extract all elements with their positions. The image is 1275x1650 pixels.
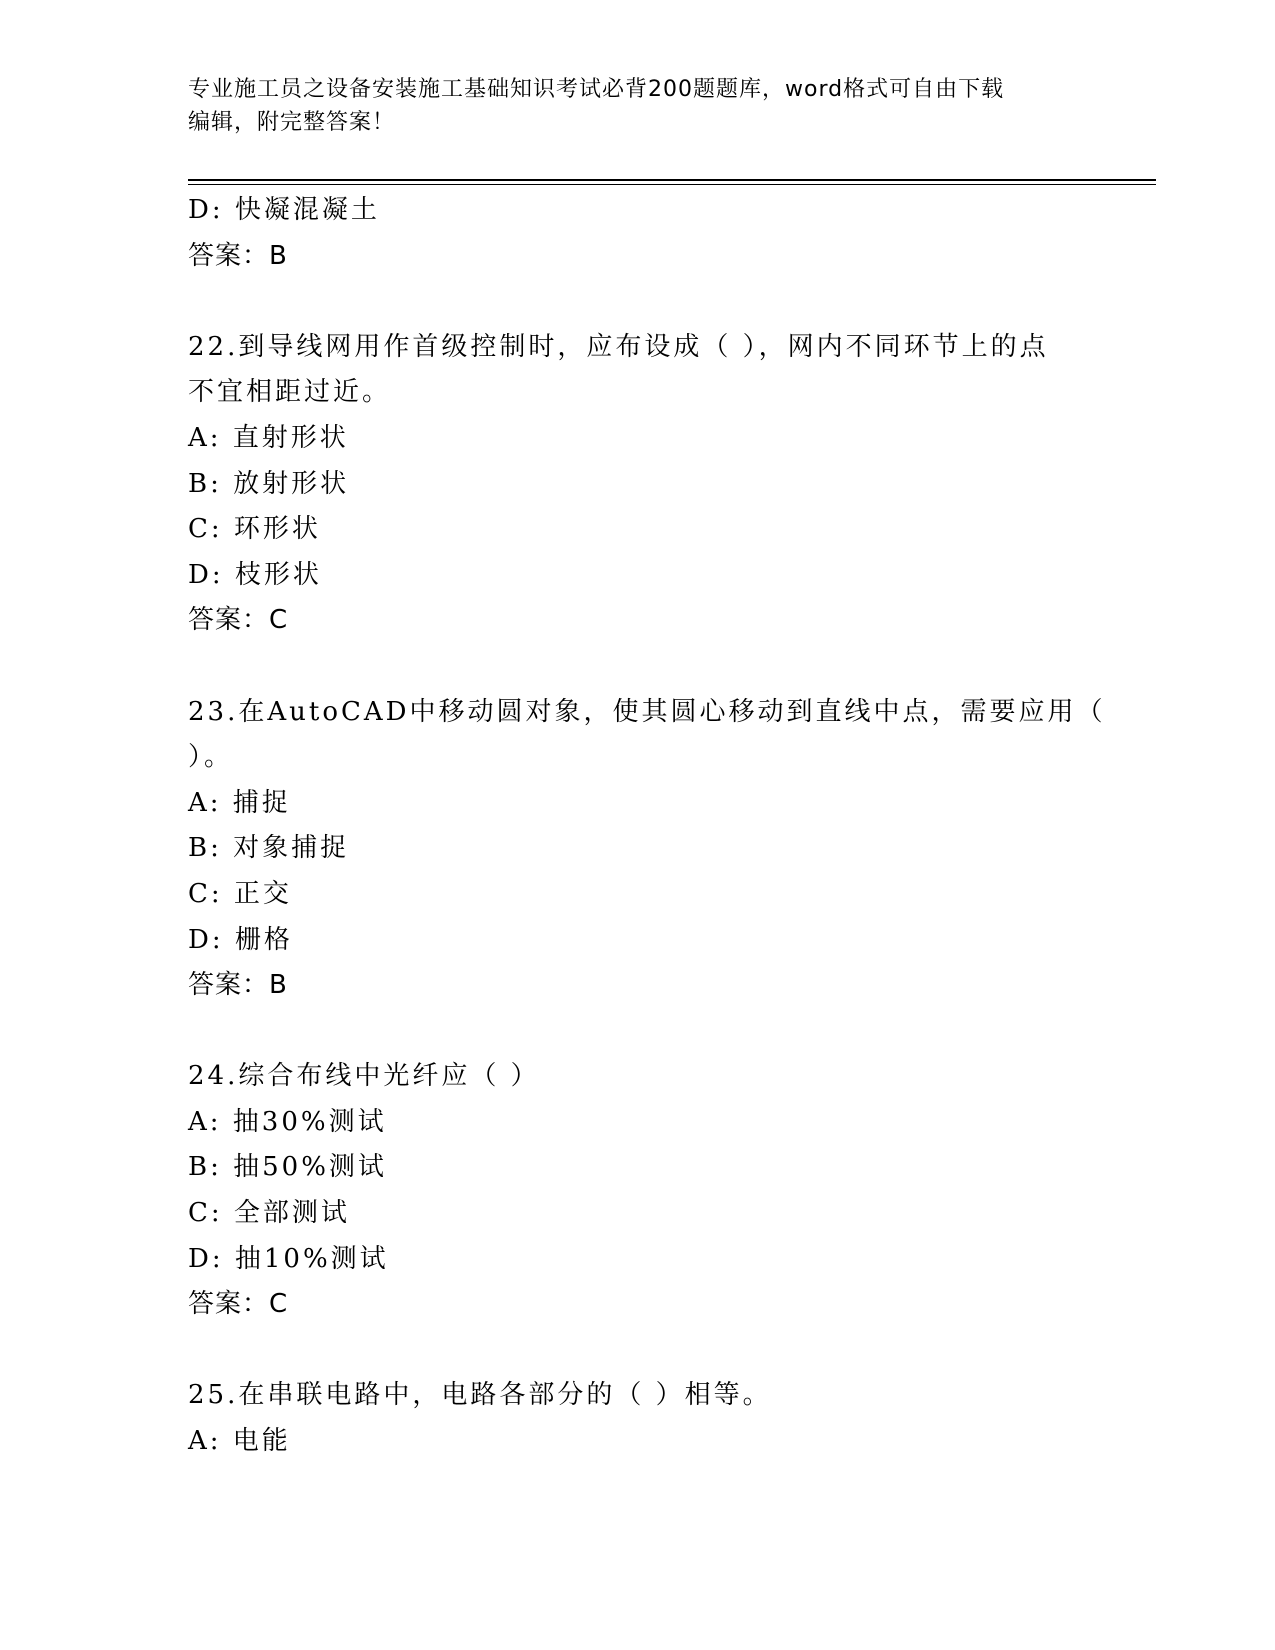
question-block-25 <box>188 1373 1068 1464</box>
option-c: C: 正交 <box>188 878 292 909</box>
question-stem-continuation: 不宜相距过近。 <box>188 377 392 408</box>
question-stem: 24.综合布线中光纤应（ ） <box>188 1061 540 1092</box>
option-d: D: 栅格 <box>188 924 293 955</box>
question-stem: 23.在AutoCAD中移动圆对象，使其圆心移动到直线中点，需要应用（ <box>188 696 1106 727</box>
option-d: D: 枝形状 <box>188 559 322 590</box>
answer-line: 答案：C <box>188 605 289 636</box>
question-stem-continuation: ）。 <box>188 742 234 773</box>
option-a: A: 抽30%测试 <box>188 1106 387 1137</box>
question-block-24 <box>188 1054 1068 1328</box>
question-stem: 25.在串联电路中，电路各部分的（ ）相等。 <box>188 1380 772 1411</box>
option-a: A: 捕捉 <box>188 787 291 818</box>
spacer <box>188 1328 1068 1374</box>
spacer <box>188 644 1068 690</box>
header-line-2: 编辑，附完整答案！ <box>188 110 396 135</box>
document-header <box>188 73 1088 139</box>
option-b: B: 抽50%测试 <box>188 1152 387 1183</box>
spacer <box>188 1009 1068 1055</box>
option-d: D: 快凝混凝土 <box>188 195 380 225</box>
header-line-1: 专业施工员之设备安装施工基础知识考试必背200题题库，word格式可自由下载 <box>188 77 1005 102</box>
document-body <box>188 188 1106 1465</box>
option-b: B: 放射形状 <box>188 468 350 499</box>
answer-line: 答案：B <box>188 240 288 271</box>
question-block-22 <box>188 325 1068 644</box>
header-divider-thin <box>188 184 1156 185</box>
spacer <box>188 279 1068 325</box>
answer-line: 答案：B <box>188 970 288 1001</box>
option-d: D: 抽10%测试 <box>188 1243 389 1274</box>
option-c: C: 全部测试 <box>188 1198 350 1229</box>
question-stem: 22.到导线网用作首级控制时，应布设成（ ），网内不同环节上的点 <box>188 331 1049 362</box>
option-b: B: 对象捕捉 <box>188 833 350 864</box>
option-a: A: 电能 <box>188 1426 291 1457</box>
option-a: A: 直射形状 <box>188 422 349 453</box>
option-c: C: 环形状 <box>188 514 321 545</box>
question-block-23 <box>188 690 1106 1009</box>
header-divider-thick <box>188 179 1156 181</box>
answer-line: 答案：C <box>188 1289 289 1320</box>
